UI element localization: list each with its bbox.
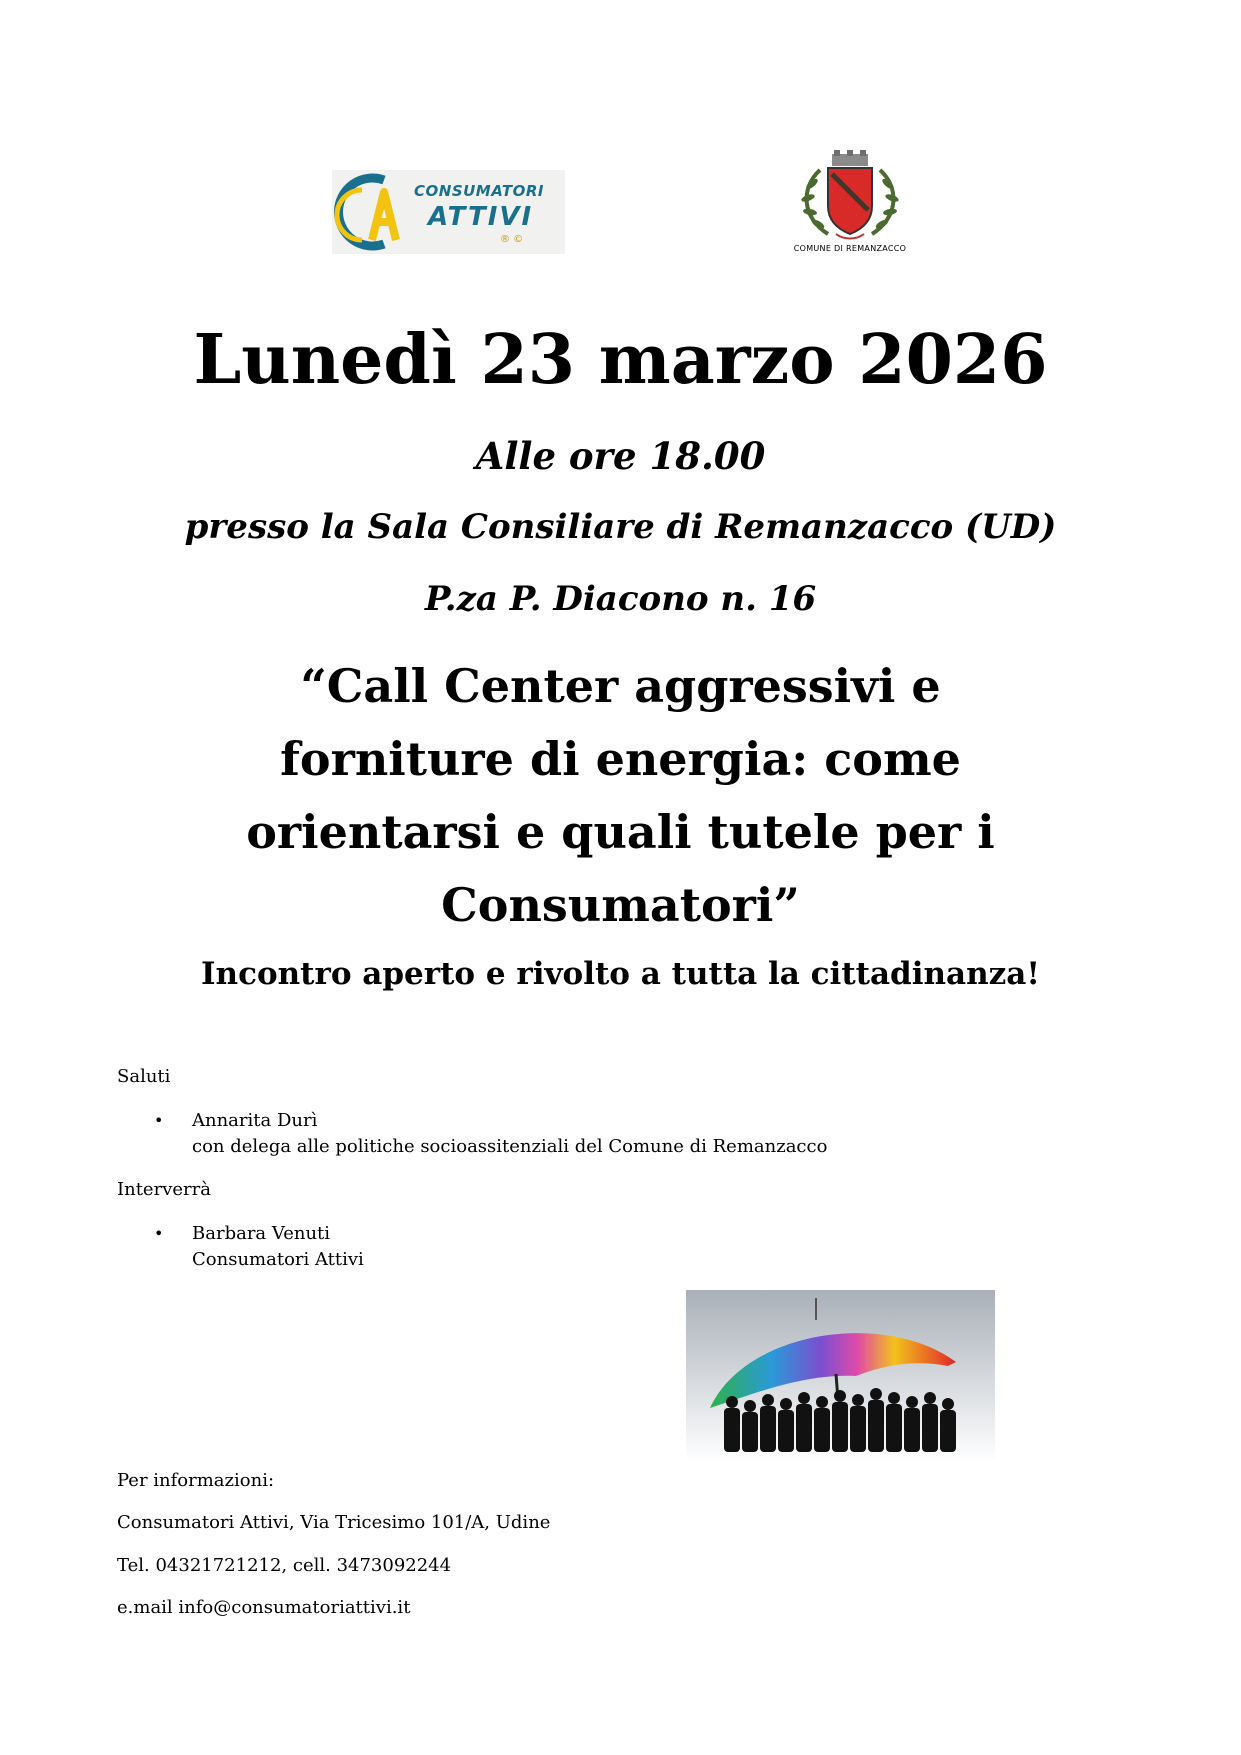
rainbow-umbrella-crowd-icon <box>686 1290 995 1462</box>
event-venue: presso la Sala Consiliare di Remanzacco (UD) <box>184 507 1057 547</box>
title-line: orientarsi e quali tutele per i <box>246 805 995 859</box>
contact-email: e.mail info@consumatoriattivi.it <box>117 1597 411 1618</box>
contact-phone: Tel. 04321721212, cell. 3473092244 <box>117 1555 452 1576</box>
speaker-name: Barbara Venuti <box>192 1223 331 1244</box>
event-address: P.za P. Diacono n. 16 <box>424 579 817 619</box>
event-time: Alle ore 18.00 <box>475 434 766 478</box>
logo-text-consumatori: CONSUMATORI <box>414 182 545 200</box>
bullet: • <box>154 1224 164 1243</box>
title-line: Consumatori” <box>441 878 800 932</box>
greeting-role: con delega alle politiche socioassitenziali del Comune di Remanzacco <box>192 1136 828 1157</box>
ca-monogram-icon <box>332 170 422 254</box>
contact-address: Consumatori Attivi, Via Tricesimo 101/A, Udine <box>117 1512 551 1533</box>
bullet: • <box>154 1111 164 1130</box>
title-line: forniture di energia: come <box>280 732 961 786</box>
speaker-role: Consumatori Attivi <box>192 1249 364 1270</box>
greetings-label: Saluti <box>117 1066 171 1087</box>
title-line: “Call Center aggressivi e <box>300 659 941 713</box>
consumatori-attivi-logo <box>332 170 565 254</box>
comune-label: COMUNE DI REMANZACCO <box>793 244 907 253</box>
event-date: Lunedì 23 marzo 2026 <box>193 320 1048 400</box>
logo-text-attivi: ATTIVI <box>428 202 534 232</box>
contacts-label: Per informazioni: <box>117 1470 275 1491</box>
greeting-name: Annarita Durì <box>192 1110 318 1131</box>
comune-remanzacco-crest <box>780 148 920 258</box>
logo-registered-marks: ® © <box>500 234 524 245</box>
coat-of-arms-icon <box>780 148 920 244</box>
event-subtitle: Incontro aperto e rivolto a tutta la cittadinanza! <box>201 956 1040 992</box>
speakers-label: Interverrà <box>117 1179 211 1200</box>
event-title <box>0 650 1241 942</box>
umbrella-crowd-image <box>686 1290 995 1462</box>
